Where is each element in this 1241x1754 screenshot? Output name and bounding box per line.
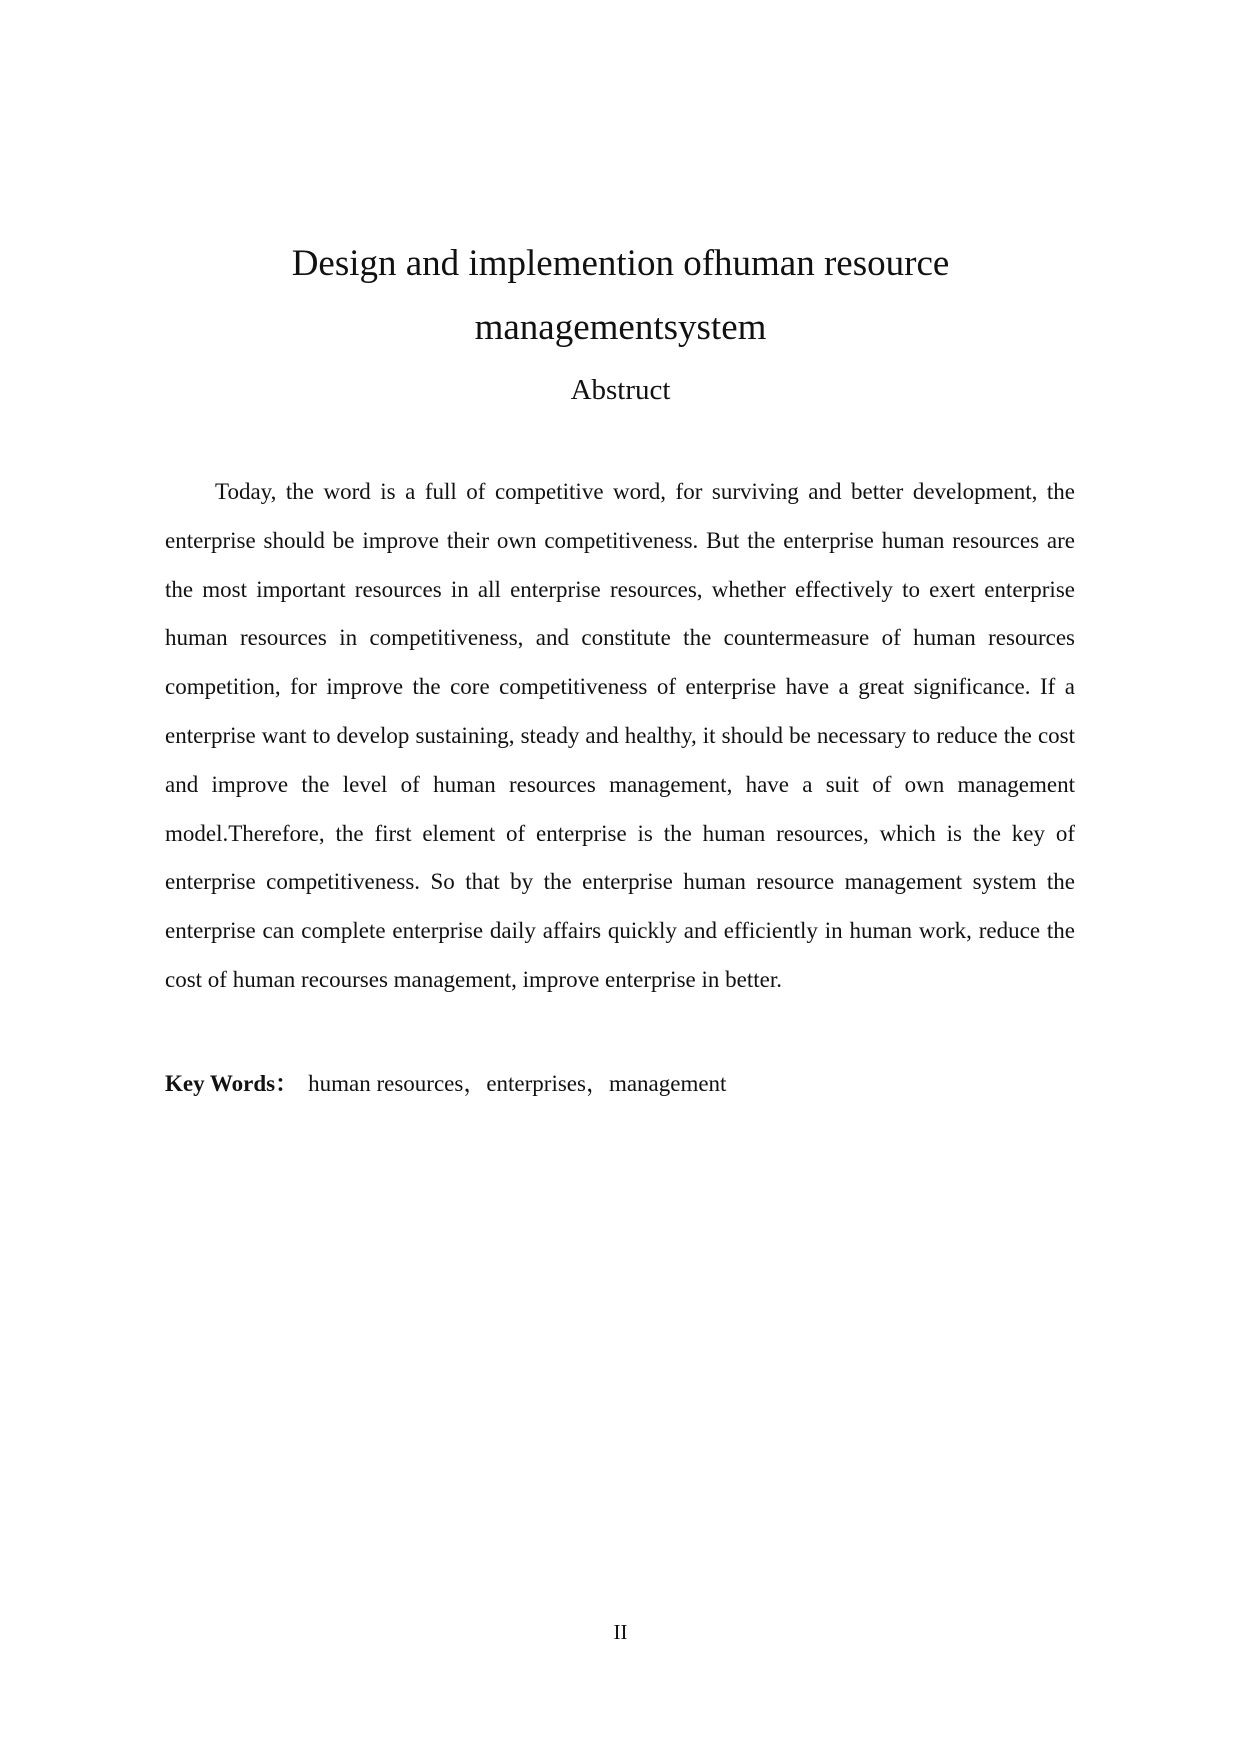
title-line-1: Design and implemention ofhuman resource [291, 243, 950, 284]
keywords-line [165, 1069, 726, 1099]
document-title [0, 232, 1241, 360]
abstract-heading: Abstruct [570, 374, 671, 406]
abstract-body: Today, the word is a full of competitive word, for surviving and better development, the enterprise should be improve their own competitiveness. But the enterprise human resources are the most important resources in all enterprise resources, whether effectively to exert enterprise human resources in competitiveness, and constitute the countermeasure of human resources competition, for improve the core competitiveness of enterprise have a great significance. If a enterprise want to develop sustaining, steady and healthy, it should be necessary to reduce the cost and improve the level of human resources management, have a suit of own management model.Therefore, the first element of enterprise is the human resources, which is the key of enterprise competitiveness. So that by the enterprise human resource management system the enterprise can complete enterprise daily affairs quickly and efficiently in human work, reduce the cost of human recourses management, improve enterprise in better. [165, 479, 1075, 992]
keywords-values: human resources，enterprises，management [308, 1071, 727, 1096]
keywords-label: Key Words： [165, 1071, 299, 1096]
page-number: II [613, 1620, 628, 1644]
title-line-2: managementsystem [474, 307, 767, 348]
